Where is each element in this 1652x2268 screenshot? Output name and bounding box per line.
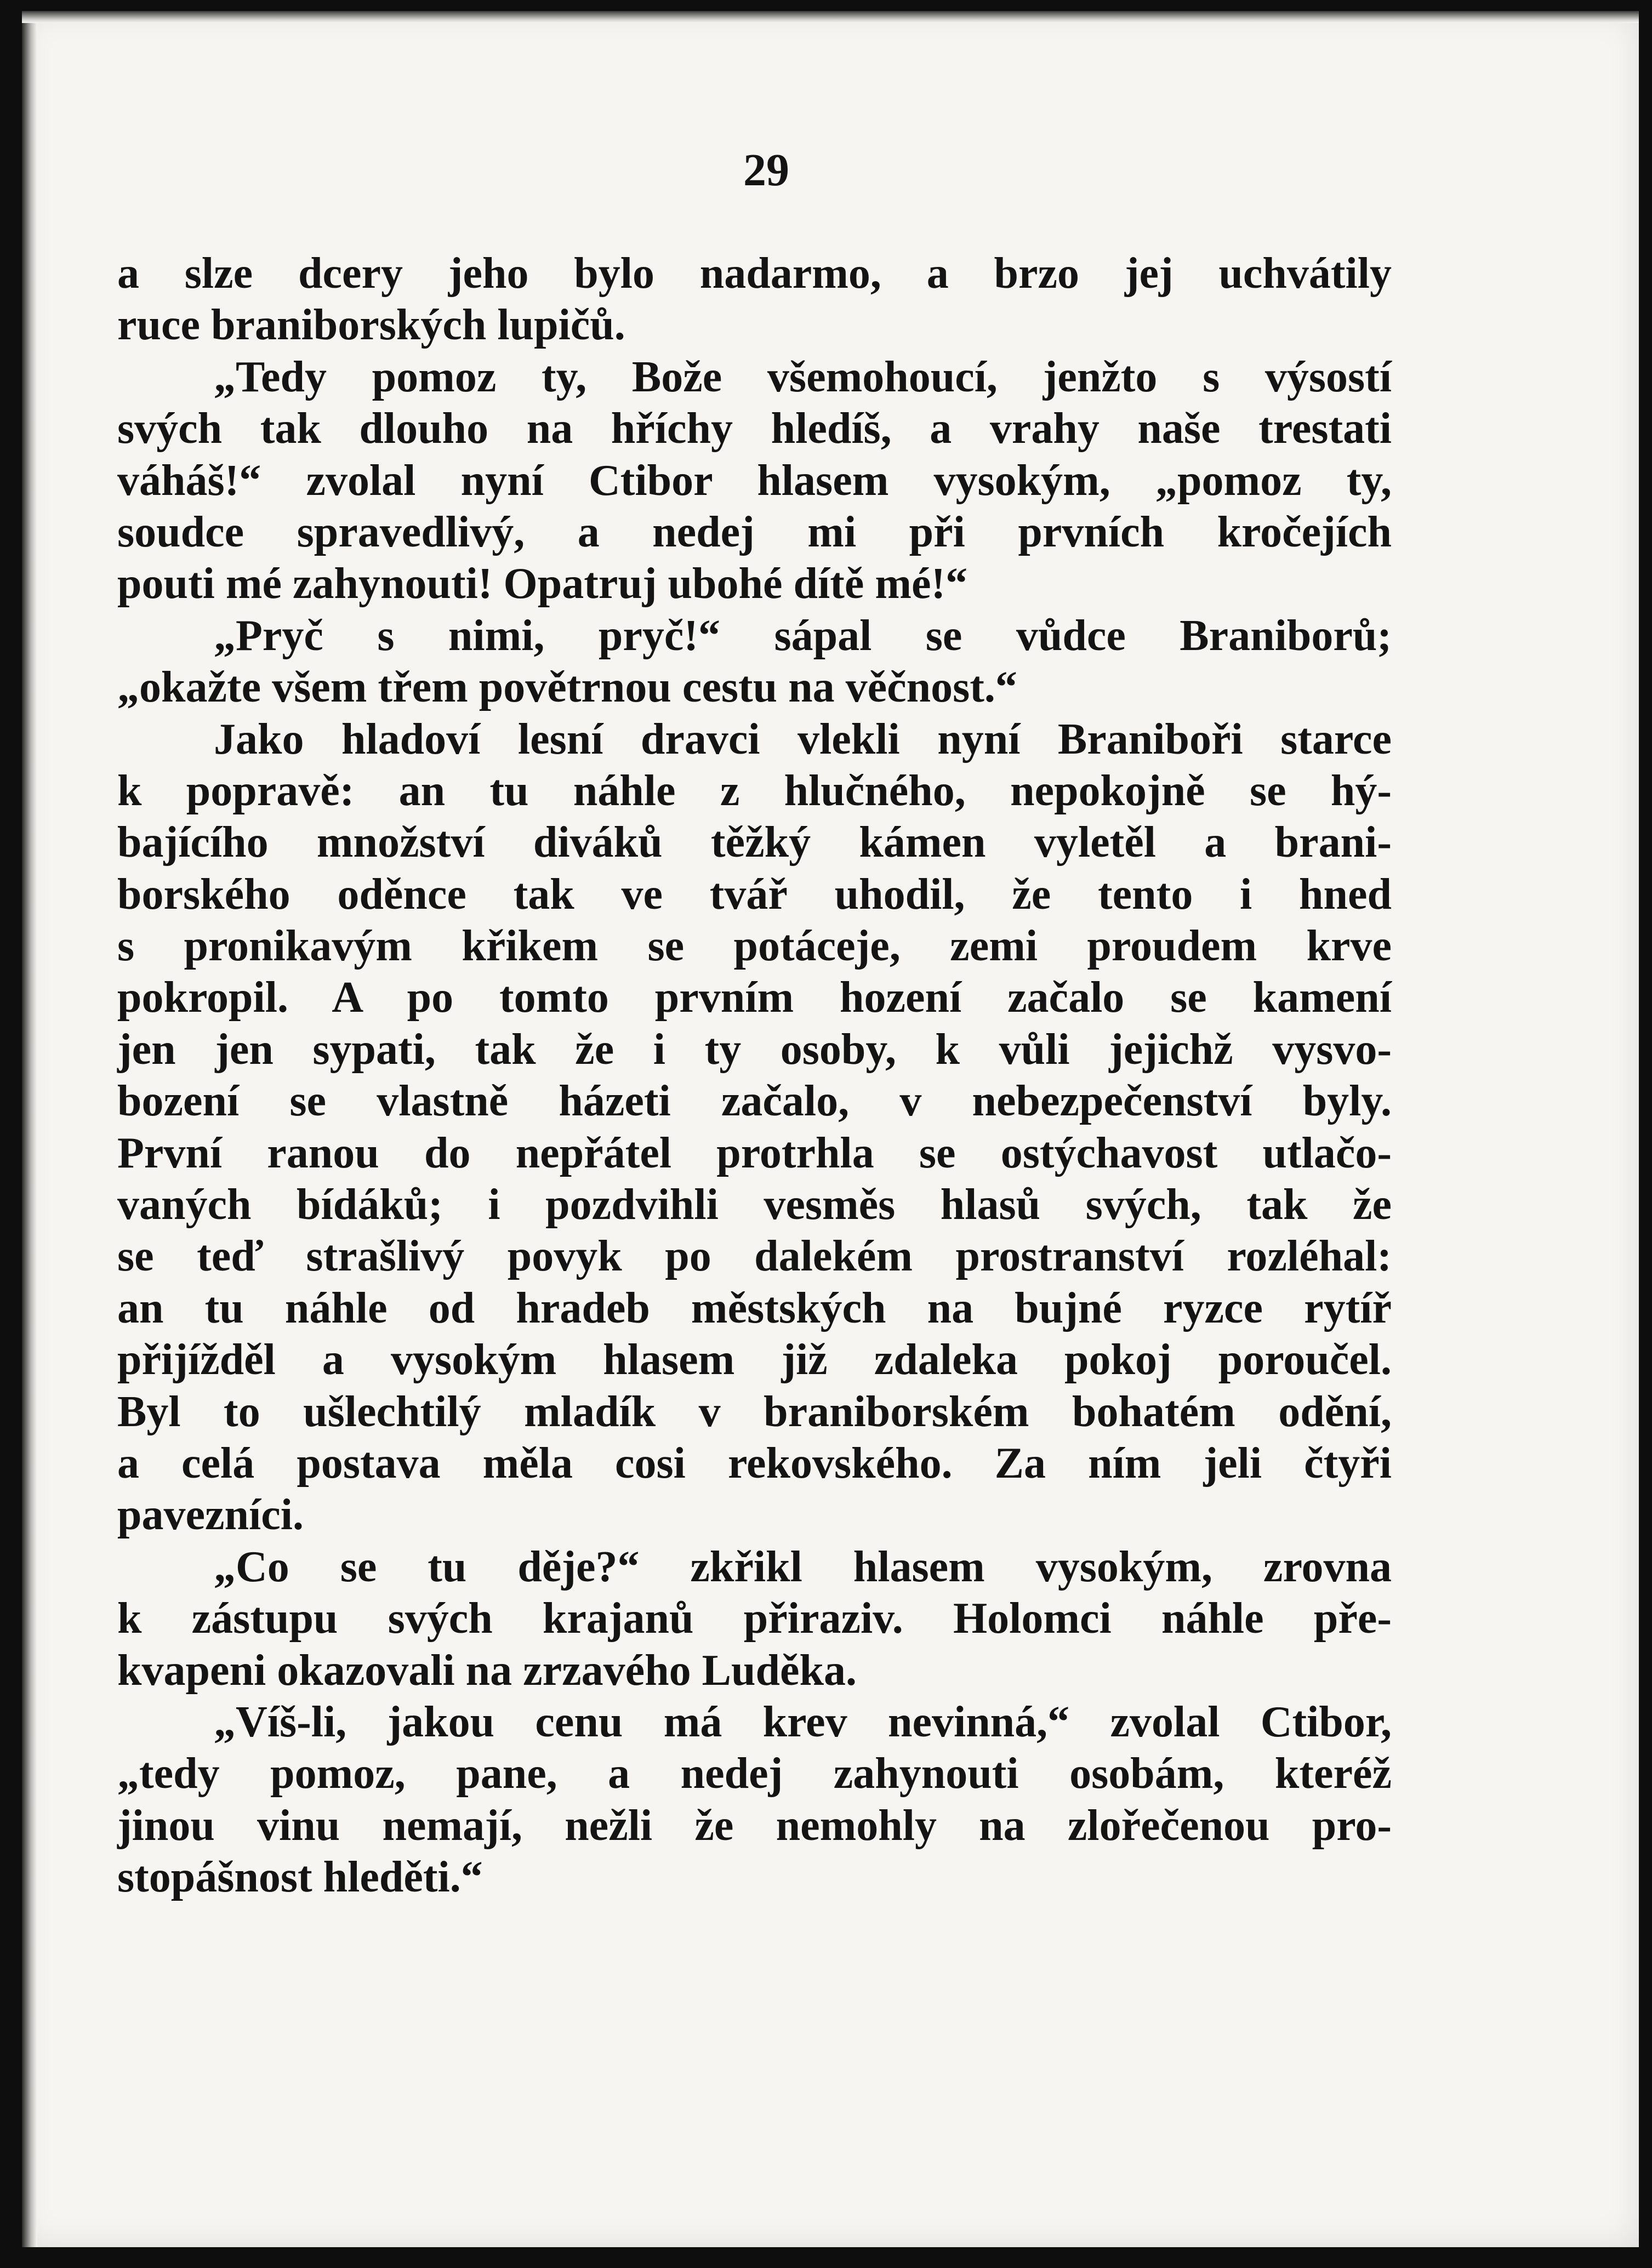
- text-line: jinou vinu nemají, nežli že nemohly na zlořečenou pro-: [117, 1801, 1392, 1850]
- text-line: bajícího množství diváků těžký kámen vyletěl a brani-: [117, 818, 1392, 867]
- text-line: jen jen sypati, tak že i ty osoby, k vůli jejichž vysvo-: [117, 1025, 1392, 1074]
- text-line: „tedy pomoz, pane, a nedej zahynouti osobám, kteréž: [117, 1750, 1392, 1798]
- text-line: se teď strašlivý povyk po dalekém prostranství rozléhal:: [117, 1232, 1392, 1281]
- text-line: soudce spravedlivý, a nedej mi při prvních kročejích: [117, 508, 1392, 556]
- text-line: pouti mé zahynouti! Opatruj ubohé dítě mé!“: [117, 560, 968, 608]
- page-number: 29: [743, 145, 789, 196]
- text-line: stopášnost hleděti.“: [117, 1853, 483, 1902]
- text-line: vaných bídáků; i pozdvihli vesměs hlasů svých, tak že: [117, 1181, 1392, 1229]
- text-line: První ranou do nepřátel protrhla se ostýchavost utlačo-: [117, 1129, 1392, 1177]
- scan-edge-left: [22, 11, 37, 2247]
- text-line: a slze dcery jeho bylo nadarmo, a brzo jej uchvátily: [117, 249, 1392, 298]
- text-line: ruce braniborských lupičů.: [117, 301, 625, 350]
- scan-edge-top: [22, 11, 1639, 23]
- text-line: borského oděnce tak ve tvář uhodil, že tento i hned: [117, 870, 1392, 919]
- text-line: přijížděl a vysokým hlasem již zdaleka pokoj poroučel.: [117, 1336, 1392, 1384]
- text-line: k zástupu svých krajanů přiraziv. Holomci náhle pře-: [117, 1594, 1392, 1643]
- text-line: „Víš-li, jakou cenu má krev nevinná,“ zvolal Ctibor,: [214, 1697, 1392, 1746]
- text-line: Jako hladoví lesní dravci vlekli nyní Braniboři starce: [214, 715, 1392, 763]
- text-line: bození se vlastně házeti začalo, v nebezpečenství byly.: [117, 1077, 1392, 1126]
- body-text: [117, 248, 1392, 1904]
- text-line: kvapeni okazovali na zrzavého Luděka.: [117, 1646, 857, 1695]
- text-line: pavezníci.: [117, 1491, 304, 1540]
- text-line: Byl to ušlechtilý mladík v braniborském bohatém odění,: [117, 1387, 1392, 1436]
- text-line: „Tedy pomoz ty, Bože všemohoucí, jenžto s výsostí: [214, 352, 1392, 401]
- text-line: váháš!“ zvolal nyní Ctibor hlasem vysokým, „pomoz ty,: [117, 456, 1392, 505]
- text-line: a celá postava měla cosi rekovského. Za ním jeli čtyři: [117, 1439, 1392, 1488]
- text-line: „okažte všem třem povětrnou cestu na věčnost.“: [117, 663, 1017, 712]
- text-line: „Co se tu děje?“ zkřikl hlasem vysokým, zrovna: [214, 1542, 1392, 1591]
- text-line: pokropil. A po tomto prvním hození začalo se kamení: [117, 973, 1392, 1022]
- text-line: s pronikavým křikem se potáceje, zemi proudem krve: [117, 922, 1392, 971]
- text-line: „Pryč s nimi, pryč!“ sápal se vůdce Braniborů;: [214, 611, 1392, 660]
- text-line: k popravě: an tu náhle z hlučného, nepokojně se hý-: [117, 766, 1392, 815]
- text-line: svých tak dlouho na hříchy hledíš, a vrahy naše trestati: [117, 404, 1392, 453]
- text-line: an tu náhle od hradeb městských na bujné ryzce rytíř: [117, 1284, 1392, 1332]
